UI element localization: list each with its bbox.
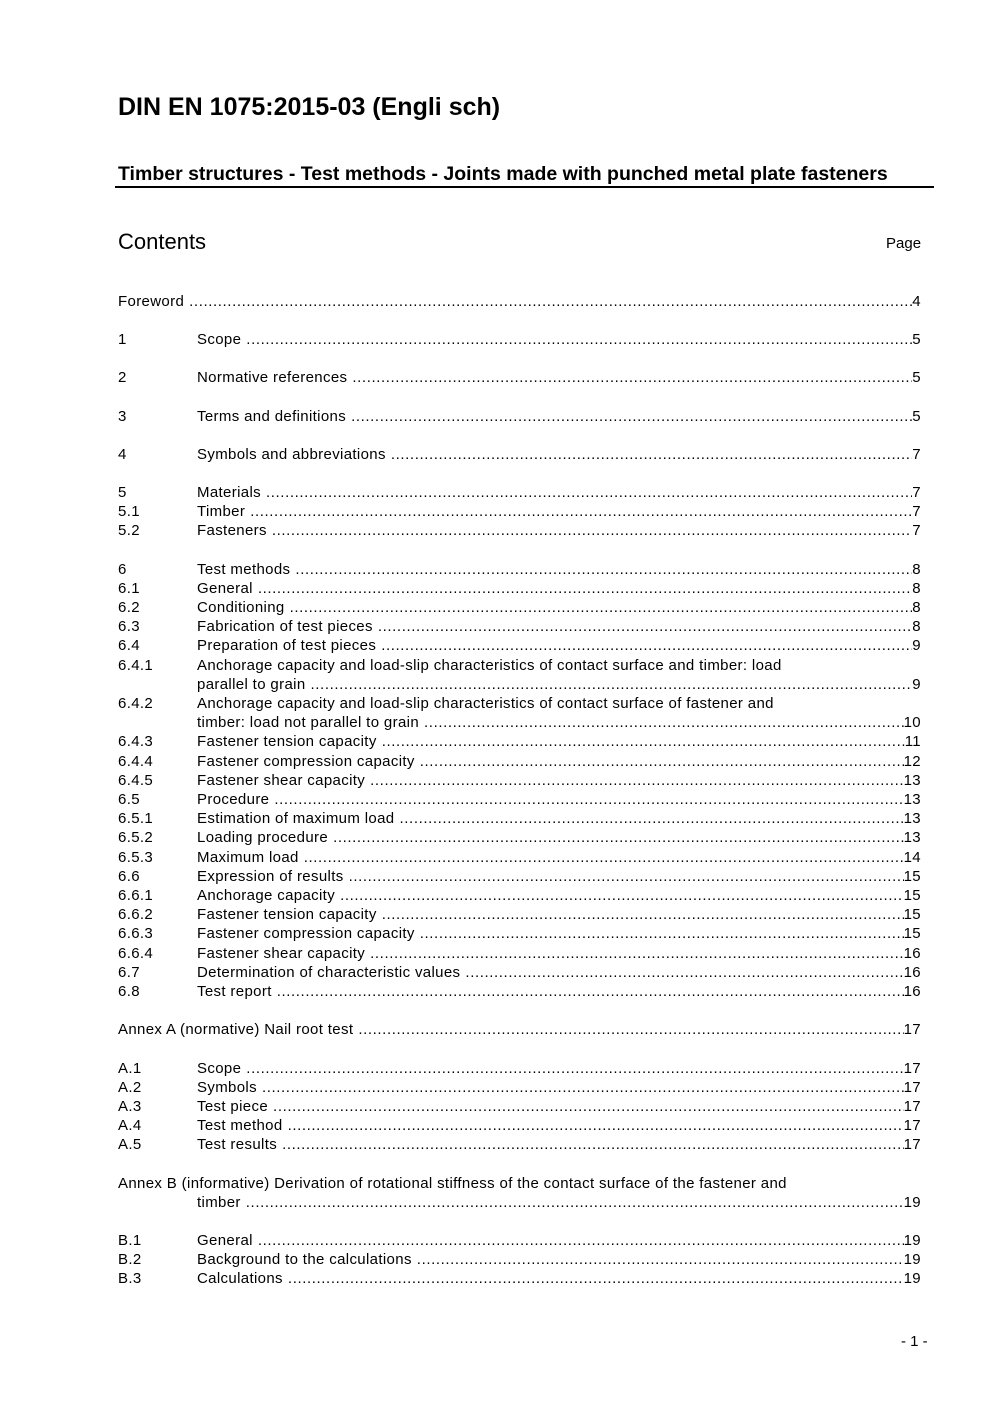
toc-entry [118, 445, 921, 464]
toc-entry-number: 6.5.1 [118, 810, 154, 828]
toc-entry-number: 6.6.2 [118, 906, 154, 924]
toc-entry-number: 6.6.3 [118, 925, 154, 943]
toc-entry-page: 16 [903, 963, 921, 981]
toc-entry-page: 17 [903, 1078, 921, 1096]
toc-entry-page: 7 [912, 445, 921, 463]
toc-entry-title: Fastener tension capacity [197, 733, 377, 751]
toc-entry-number: 1 [118, 331, 127, 349]
toc-entry-title: Normative references [197, 369, 348, 387]
toc-entry [118, 1174, 921, 1212]
toc-entry-title: Test method [197, 1117, 283, 1135]
toc-entry-page: 16 [903, 944, 921, 962]
toc-entry-number: 5.2 [118, 522, 140, 540]
toc-entry-page: 13 [903, 810, 921, 828]
toc-entry-body [197, 694, 921, 732]
toc-entry-number: 6.1 [118, 579, 140, 597]
toc-entry [118, 848, 921, 867]
toc-entry-page: 9 [912, 675, 921, 693]
toc-entry-body [197, 982, 921, 1001]
toc-entry-number: A.2 [118, 1078, 142, 1096]
toc-entry-number: B.2 [118, 1251, 142, 1269]
toc-entry-number: 6.5 [118, 791, 140, 809]
toc-entry-page: 10 [903, 714, 921, 732]
dot-leader [420, 752, 904, 771]
dot-leader [273, 1097, 904, 1116]
toc-entry-title: timber [197, 1193, 241, 1211]
toc-entry [118, 963, 921, 982]
toc-entry-title: General [197, 579, 253, 597]
toc-entry [118, 636, 921, 655]
toc-entry-body [197, 809, 921, 828]
toc-entry-body [197, 579, 921, 598]
page-number: - 1 - [901, 1333, 928, 1350]
toc-entry-body [197, 1135, 921, 1154]
dot-leader [274, 790, 903, 809]
toc-entry-title: Scope [197, 331, 242, 349]
toc-entry-number: 6.6 [118, 867, 140, 885]
dot-leader [288, 1269, 904, 1288]
toc-entry-number: 6.4.1 [118, 656, 154, 674]
toc-entry-page: 15 [903, 867, 921, 885]
toc-entry [118, 809, 921, 828]
toc-entry-page: 15 [903, 925, 921, 943]
toc-entry-page: 17 [903, 1136, 921, 1154]
toc-entry-body [197, 1250, 921, 1269]
dot-leader [258, 1231, 904, 1250]
page-column-heading: Page [886, 235, 922, 252]
dot-leader [246, 330, 912, 349]
toc-entry-number: B.3 [118, 1270, 142, 1288]
toc-entry-number: 6.5.3 [118, 848, 154, 866]
toc-entry-number: A.5 [118, 1136, 142, 1154]
dot-leader [288, 1116, 904, 1135]
toc-entry-number: 6.6.4 [118, 944, 154, 962]
dot-leader [290, 598, 913, 617]
toc-entry-number: 5.1 [118, 503, 140, 521]
dot-leader [277, 982, 904, 1001]
toc-entry-title: Foreword [118, 293, 185, 310]
toc-entry [118, 560, 921, 579]
dot-leader [246, 1193, 904, 1212]
toc-entry-body [197, 521, 921, 540]
dot-leader [381, 636, 912, 655]
toc-entry-page: 8 [912, 560, 921, 578]
toc-entry-page: 15 [903, 906, 921, 924]
toc-entry-title: Timber [197, 503, 246, 521]
toc-entry-body [197, 1097, 921, 1116]
toc-entry-body [197, 330, 921, 349]
toc-entry-page: 9 [912, 637, 921, 655]
toc-entry-title: Determination of characteristic values [197, 963, 461, 981]
dot-leader [304, 848, 904, 867]
dot-leader [424, 713, 904, 732]
toc-entry-number: B.1 [118, 1231, 142, 1249]
toc-entry [118, 1097, 921, 1116]
toc-entry-body [118, 1174, 921, 1212]
dot-leader [382, 732, 905, 751]
toc-entry-page: 19 [903, 1270, 921, 1288]
toc-entry [118, 598, 921, 617]
toc-entry-number: A.1 [118, 1059, 142, 1077]
toc-entry-page: 17 [903, 1097, 921, 1115]
dot-leader [391, 445, 912, 464]
dot-leader [262, 1078, 904, 1097]
toc-entry-title: parallel to grain [197, 675, 306, 693]
toc-entry-title: Terms and definitions [197, 407, 347, 425]
toc-entry [118, 828, 921, 847]
toc-entry-page: 17 [903, 1059, 921, 1077]
dot-leader [258, 579, 912, 598]
toc-entry-body [197, 636, 921, 655]
toc-entry-number: 6.4.5 [118, 771, 154, 789]
toc-entry-body [197, 905, 921, 924]
toc-entry [118, 867, 921, 886]
toc-entry-page: 16 [903, 983, 921, 1001]
toc-entry-number: 6 [118, 560, 127, 578]
toc-entry [118, 944, 921, 963]
toc-entry-title: timber: load not parallel to grain [197, 714, 420, 732]
dot-leader [420, 924, 904, 943]
toc-entry-body [197, 617, 921, 636]
toc-entry-body [118, 292, 921, 311]
toc-entry [118, 752, 921, 771]
toc-entry-title: Fastener tension capacity [197, 906, 377, 924]
toc-entry-title: Calculations [197, 1270, 283, 1288]
toc-entry-title: Symbols [197, 1078, 257, 1096]
toc-entry-number: A.4 [118, 1117, 142, 1135]
toc-entry-page: 8 [912, 599, 921, 617]
toc-entry-body [197, 963, 921, 982]
dot-leader [382, 905, 904, 924]
toc-entry-page: 7 [912, 484, 921, 502]
toc-entry-number: 6.6.1 [118, 887, 154, 905]
toc-entry [118, 617, 921, 636]
toc-entry-title: Annex B (informative) Derivation of rotational stiffness of the contact surface of the fastener and [118, 1174, 787, 1192]
dot-leader [189, 292, 912, 311]
toc-entry-body [197, 407, 921, 426]
toc-entry-title: Materials [197, 484, 261, 502]
dot-leader [272, 521, 912, 540]
toc-entry-body [197, 924, 921, 943]
toc-entry-body [197, 790, 921, 809]
dot-leader [358, 1020, 903, 1039]
toc-entry-body [197, 1059, 921, 1078]
toc-entry-number: 4 [118, 445, 127, 463]
toc-entry-page: 12 [903, 752, 921, 770]
toc-entry-title: Fastener shear capacity [197, 771, 366, 789]
toc-entry-page: 13 [903, 771, 921, 789]
toc-entry-number: 6.4.4 [118, 752, 154, 770]
toc-entry [118, 579, 921, 598]
toc-entry [118, 1020, 921, 1039]
title-divider [115, 186, 934, 188]
toc-entry-page: 4 [912, 293, 921, 310]
toc-entry [118, 886, 921, 905]
toc-entry-title: Test piece [197, 1097, 269, 1115]
toc-entry-title: Anchorage capacity and load-slip characteristics of contact surface and timber: load [197, 656, 782, 674]
toc-entry-page: 19 [903, 1251, 921, 1269]
dot-leader [370, 771, 903, 790]
toc-entry-body [197, 828, 921, 847]
toc-entry-body [197, 752, 921, 771]
toc-entry [118, 1135, 921, 1154]
toc-entry-page: 5 [912, 407, 921, 425]
toc-entry-number: 6.5.2 [118, 829, 154, 847]
toc-entry-body [197, 732, 921, 751]
toc-entry-body [197, 1078, 921, 1097]
toc-entry-body [197, 1231, 921, 1250]
toc-entry-body [197, 1269, 921, 1288]
toc-entry-page: 13 [903, 829, 921, 847]
toc-entry-page: 19 [903, 1193, 921, 1211]
dot-leader [246, 1059, 903, 1078]
dot-leader [282, 1135, 904, 1154]
toc-entry-title: Anchorage capacity and load-slip characteristics of contact surface of fastener and [197, 695, 774, 713]
dot-leader [465, 963, 903, 982]
toc-entry-body [197, 848, 921, 867]
toc-entry-title: Preparation of test pieces [197, 637, 377, 655]
dot-leader [266, 483, 912, 502]
toc-entry [118, 368, 921, 387]
toc-entry-title: Fasteners [197, 522, 267, 540]
toc-entry-title: Loading procedure [197, 829, 329, 847]
dot-leader [400, 809, 904, 828]
toc-entry [118, 694, 921, 732]
toc-entry-body [197, 502, 921, 521]
toc-entry-title: Background to the calculations [197, 1251, 412, 1269]
toc-entry-title: Expression of results [197, 867, 344, 885]
toc-entry [118, 656, 921, 694]
toc-entry-title: Estimation of maximum load [197, 810, 395, 828]
toc-entry-body [118, 1020, 921, 1039]
toc-entry-body [197, 944, 921, 963]
document-title: DIN EN 1075:2015-03 (Engli sch) [118, 93, 501, 121]
toc-entry [118, 732, 921, 751]
toc-entry [118, 407, 921, 426]
toc-entry-number: 2 [118, 369, 127, 387]
toc-entry-title: General [197, 1231, 253, 1249]
toc-entry-page: 8 [912, 579, 921, 597]
toc-entry-page: 7 [912, 503, 921, 521]
toc-entry-page: 17 [903, 1117, 921, 1135]
dot-leader [250, 502, 912, 521]
toc-entry [118, 790, 921, 809]
dot-leader [351, 407, 912, 426]
toc-entry [118, 502, 921, 521]
toc-entry-title: Fastener compression capacity [197, 925, 415, 943]
toc-entry-title: Annex A (normative) Nail root test [118, 1021, 354, 1039]
toc-entry-number: 6.4.2 [118, 695, 154, 713]
toc-entry-body [197, 368, 921, 387]
toc-entry [118, 1059, 921, 1078]
toc-entry-title: Procedure [197, 791, 270, 809]
dot-leader [340, 886, 904, 905]
toc-entry-page: 11 [904, 733, 921, 751]
toc-entry-page: 14 [903, 848, 921, 866]
toc-entry-body [197, 560, 921, 579]
toc-entry-body [197, 445, 921, 464]
document-subtitle: Timber structures - Test methods - Joints made with punched metal plate fasteners [118, 163, 888, 185]
toc-entry-page: 13 [903, 791, 921, 809]
toc-entry-number: 6.7 [118, 963, 140, 981]
toc-entry [118, 924, 921, 943]
toc-entry [118, 771, 921, 790]
toc-entry [118, 982, 921, 1001]
toc-entry-body [197, 656, 921, 694]
dot-leader [370, 944, 903, 963]
toc-entry-page: 5 [912, 331, 921, 349]
dot-leader [378, 617, 912, 636]
toc-entry-page: 5 [912, 369, 921, 387]
toc-entry-number: 3 [118, 407, 127, 425]
toc-entry-number: A.3 [118, 1097, 142, 1115]
toc-entry-number: 6.4 [118, 637, 140, 655]
table-of-contents [118, 292, 921, 1289]
dot-leader [349, 867, 904, 886]
toc-entry [118, 330, 921, 349]
toc-entry-page: 17 [903, 1021, 921, 1039]
toc-entry-page: 19 [903, 1231, 921, 1249]
toc-entry-number: 6.8 [118, 983, 140, 1001]
toc-entry [118, 1231, 921, 1250]
toc-entry [118, 1078, 921, 1097]
dot-leader [311, 675, 913, 694]
toc-entry-number: 5 [118, 484, 127, 502]
toc-entry-title: Conditioning [197, 599, 285, 617]
toc-entry-number: 6.3 [118, 618, 140, 636]
toc-entry-number: 6.2 [118, 599, 140, 617]
toc-entry-body [197, 483, 921, 502]
toc-entry [118, 483, 921, 502]
toc-entry-body [197, 598, 921, 617]
toc-entry-title: Maximum load [197, 848, 299, 866]
toc-entry [118, 1116, 921, 1135]
toc-entry-title: Fastener shear capacity [197, 944, 366, 962]
toc-entry-page: 7 [912, 522, 921, 540]
toc-entry [118, 905, 921, 924]
toc-entry-body [197, 886, 921, 905]
toc-entry-title: Test results [197, 1136, 278, 1154]
toc-entry [118, 521, 921, 540]
toc-entry [118, 292, 921, 311]
toc-entry-title: Test report [197, 983, 272, 1001]
dot-leader [352, 368, 912, 387]
contents-heading: Contents [118, 229, 207, 254]
dot-leader [333, 828, 904, 847]
toc-entry-title: Scope [197, 1059, 242, 1077]
toc-entry-number: 6.4.3 [118, 733, 154, 751]
toc-entry [118, 1250, 921, 1269]
toc-entry-title: Fastener compression capacity [197, 752, 415, 770]
toc-entry-title: Anchorage capacity [197, 887, 336, 905]
toc-entry-title: Fabrication of test pieces [197, 618, 373, 636]
toc-entry-title: Test methods [197, 560, 291, 578]
toc-entry-title: Symbols and abbreviations [197, 445, 386, 463]
dot-leader [417, 1250, 904, 1269]
toc-entry [118, 1269, 921, 1288]
toc-entry-body [197, 867, 921, 886]
toc-entry-page: 8 [912, 618, 921, 636]
toc-entry-page: 15 [903, 887, 921, 905]
toc-entry-body [197, 771, 921, 790]
dot-leader [295, 560, 912, 579]
toc-entry-body [197, 1116, 921, 1135]
